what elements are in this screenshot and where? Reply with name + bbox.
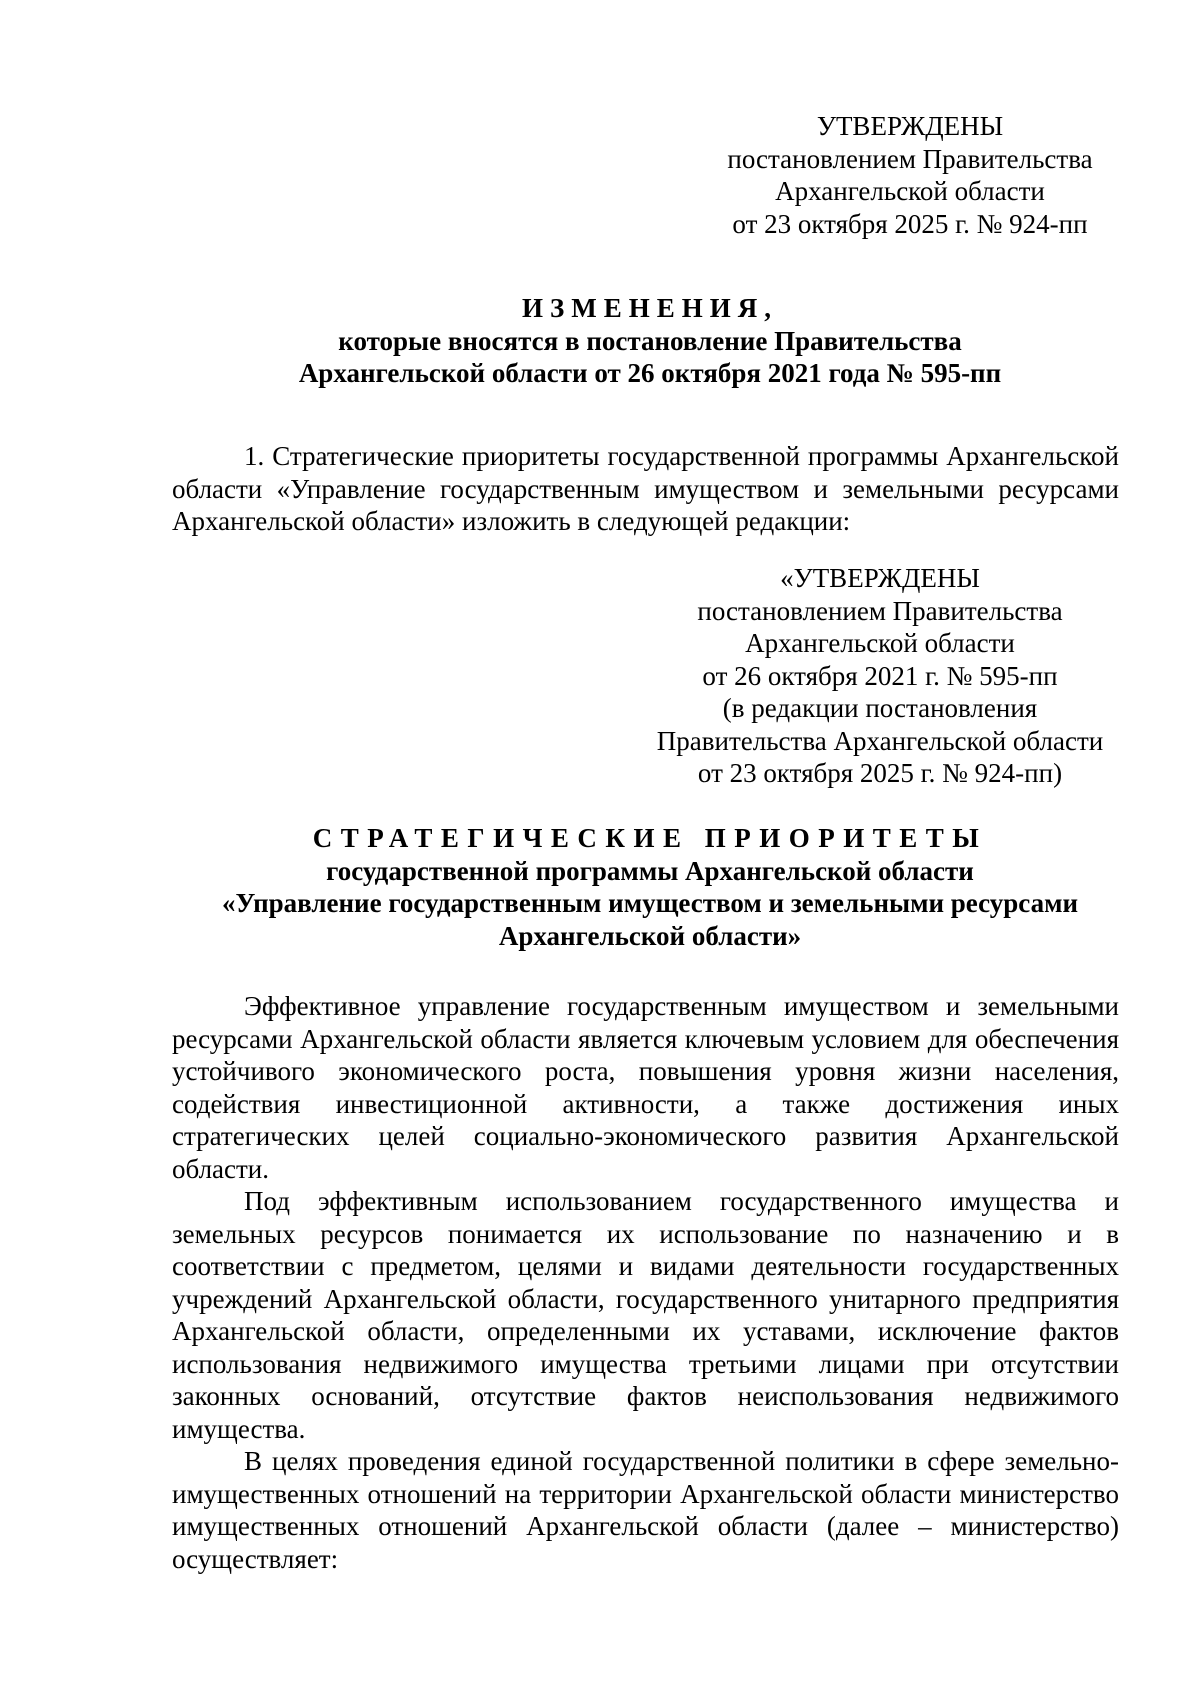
priorities-subtitle-line: Архангельской области»	[498, 920, 802, 951]
approval-line: УТВЕРЖДЕНЫ	[816, 111, 1004, 141]
body-paragraph: Под эффективным использованием государственного имущества и земельных ресурсов понимается их использование по назначению и в соответствии с предметом, целями и видами деятельности государственных учреждений Архангельской области, государственного унитарного предприятия Архангельской области, определенными их уставами, исключение фактов использования недвижимого имущества третьими лицами при отсутствии законных оснований, отсутствие фактов неиспользования недвижимого имущества.	[172, 1186, 1119, 1444]
priorities-title	[120, 822, 1180, 952]
approval-stamp-inner	[630, 562, 1130, 790]
body-paragraph: В целях проведения единой государственной политики в сфере земельно-имущественных отношений на территории Архангельской области министерство имущественных отношений Архангельской области (далее – министерство) осуществляет:	[172, 1446, 1119, 1574]
changes-heading: ИЗМЕНЕНИЯ,	[521, 293, 778, 323]
approval-line: от 23 октября 2025 г. № 924-пп)	[697, 758, 1063, 788]
approval-line: «УТВЕРЖДЕНЫ	[780, 563, 980, 593]
item-1-block	[172, 440, 1119, 538]
approval-line: постановлением Правительства	[697, 595, 1063, 626]
item-1-paragraph: 1. Стратегические приоритеты государственной программы Архангельской области «Управление государственным имуществом и земельными ресурсами Архангельской области» изложить в следующей редакции:	[172, 441, 1119, 536]
approval-line: постановлением Правительства	[727, 143, 1093, 174]
changes-title	[120, 292, 1180, 390]
approval-line: Правительства Архангельской области	[656, 725, 1104, 756]
body-paragraph: Эффективное управление государственным имуществом и земельными ресурсами Архангельской области является ключевым условием для обеспечения устойчивого экономического роста, повышения уровня жизни населения, содействия инвестиционной активности, а также достижения иных стратегических целей социально-экономического развития Архангельской области.	[172, 991, 1119, 1184]
main-text	[172, 990, 1119, 1575]
priorities-heading: СТРАТЕГИЧЕСКИЕ ПРИОРИТЕТЫ	[312, 823, 988, 853]
priorities-subtitle-line: государственной программы Архангельской области	[326, 855, 974, 886]
approval-line: от 26 октября 2021 г. № 595-пп	[702, 660, 1058, 691]
priorities-subtitle-line: «Управление государственным имуществом и земельными ресурсами	[221, 888, 1079, 918]
changes-subtitle-line: которые вносятся в постановление Правительства	[338, 325, 962, 356]
approval-line: Архангельской области	[745, 628, 1015, 658]
approval-line: (в редакции постановления	[722, 693, 1038, 723]
changes-subtitle-line: Архангельской области от 26 октября 2021 года № 595-пп	[298, 358, 1002, 388]
approval-line: от 23 октября 2025 г. № 924-пп	[732, 208, 1088, 239]
approval-stamp-top	[700, 110, 1120, 240]
approval-line: Архангельской области	[775, 176, 1045, 206]
